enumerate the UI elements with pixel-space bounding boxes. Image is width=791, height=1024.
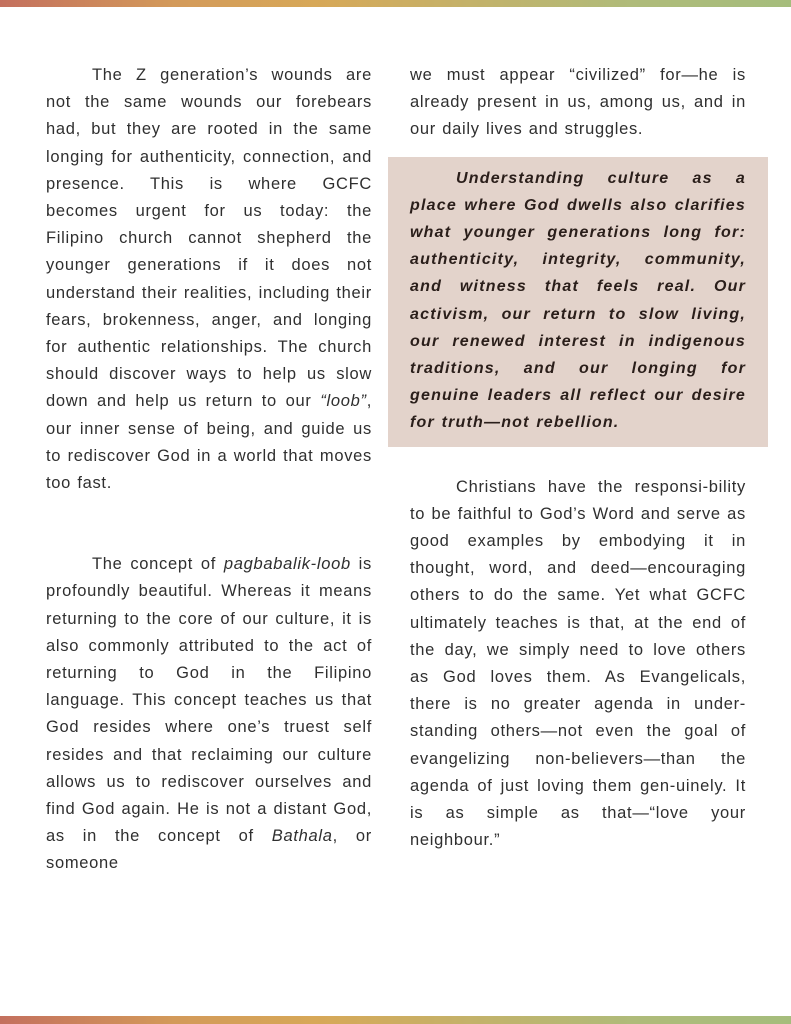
paragraph-christians-responsibility: Christians have the responsi-bility to be faithful to God’s Word and serve as good examples by embodying it in thought, word, and deed—encouraging others to do the same. Yet what GCFC ultimately teaches is that, at the end of the day, we simply need to love others as God loves them. As Evangelicals, there is no greater agenda in under-standing others—not even the goal of evangelizing non-believers—than the agenda of just loving them gen-uinely. It is as simple as that—“love your neighbour.” (410, 477, 746, 850)
paragraph-text: The Z generation’s wounds are not the same wounds our forebears had, but they are rooted in the same longing for authenticity, connection, and presence. This is where GCFC becomes urgent for us today: the Filipino church cannot shepherd the younger generations if it does not understand their realities, including their fears, brokenness, anger, and longing for authentic relationships. The church should discover ways to help us slow down and help us return to our (46, 66, 372, 411)
pull-quote-box (388, 157, 768, 447)
paragraph-continued: we must appear “civilized” for—he is already present in us, among us, and in our daily lives and struggles. (410, 66, 746, 139)
paragraph-text-end: , our inner sense of being, and guide us to rediscover God in a world that moves too fast. (46, 392, 372, 493)
top-gradient-bar (0, 0, 791, 7)
paragraph-gap (46, 497, 372, 551)
paragraph-gap (410, 447, 746, 474)
right-column (410, 62, 746, 854)
pull-quote-text: Understanding culture as a place where God dwells also clarifies what younger generations long for: authenticity, integrity, community, and witness that feels real. Our activism, our return to slow living, our renewed interest in indigenous traditions, and our longing for genuine leaders all reflect our desire for truth—not rebellion. (410, 169, 746, 432)
italic-term-loob: “loob” (320, 392, 367, 411)
left-column (46, 62, 372, 878)
paragraph-gen-z-wounds (46, 62, 372, 497)
italic-term-bathala: Bathala (271, 827, 333, 846)
paragraph-text: The concept of (92, 555, 224, 574)
paragraph-text-mid: is profoundly beautiful. Whereas it means returning to the core of our culture, it is also commonly attributed to the act of returning to God in the Filipino language. This concept teaches us that God resides where one’s truest self resides and that reclaiming our culture allows us to rediscover ourselves and find God again. He is not a distant God, as in the concept of (46, 555, 372, 846)
paragraph-text-end: , or someone (46, 827, 372, 873)
bottom-gradient-bar (0, 1016, 791, 1024)
paragraph-pagbabalik-loob (46, 551, 372, 877)
italic-term-pagbabalik-loob: pagbabalik-loob (223, 555, 351, 574)
